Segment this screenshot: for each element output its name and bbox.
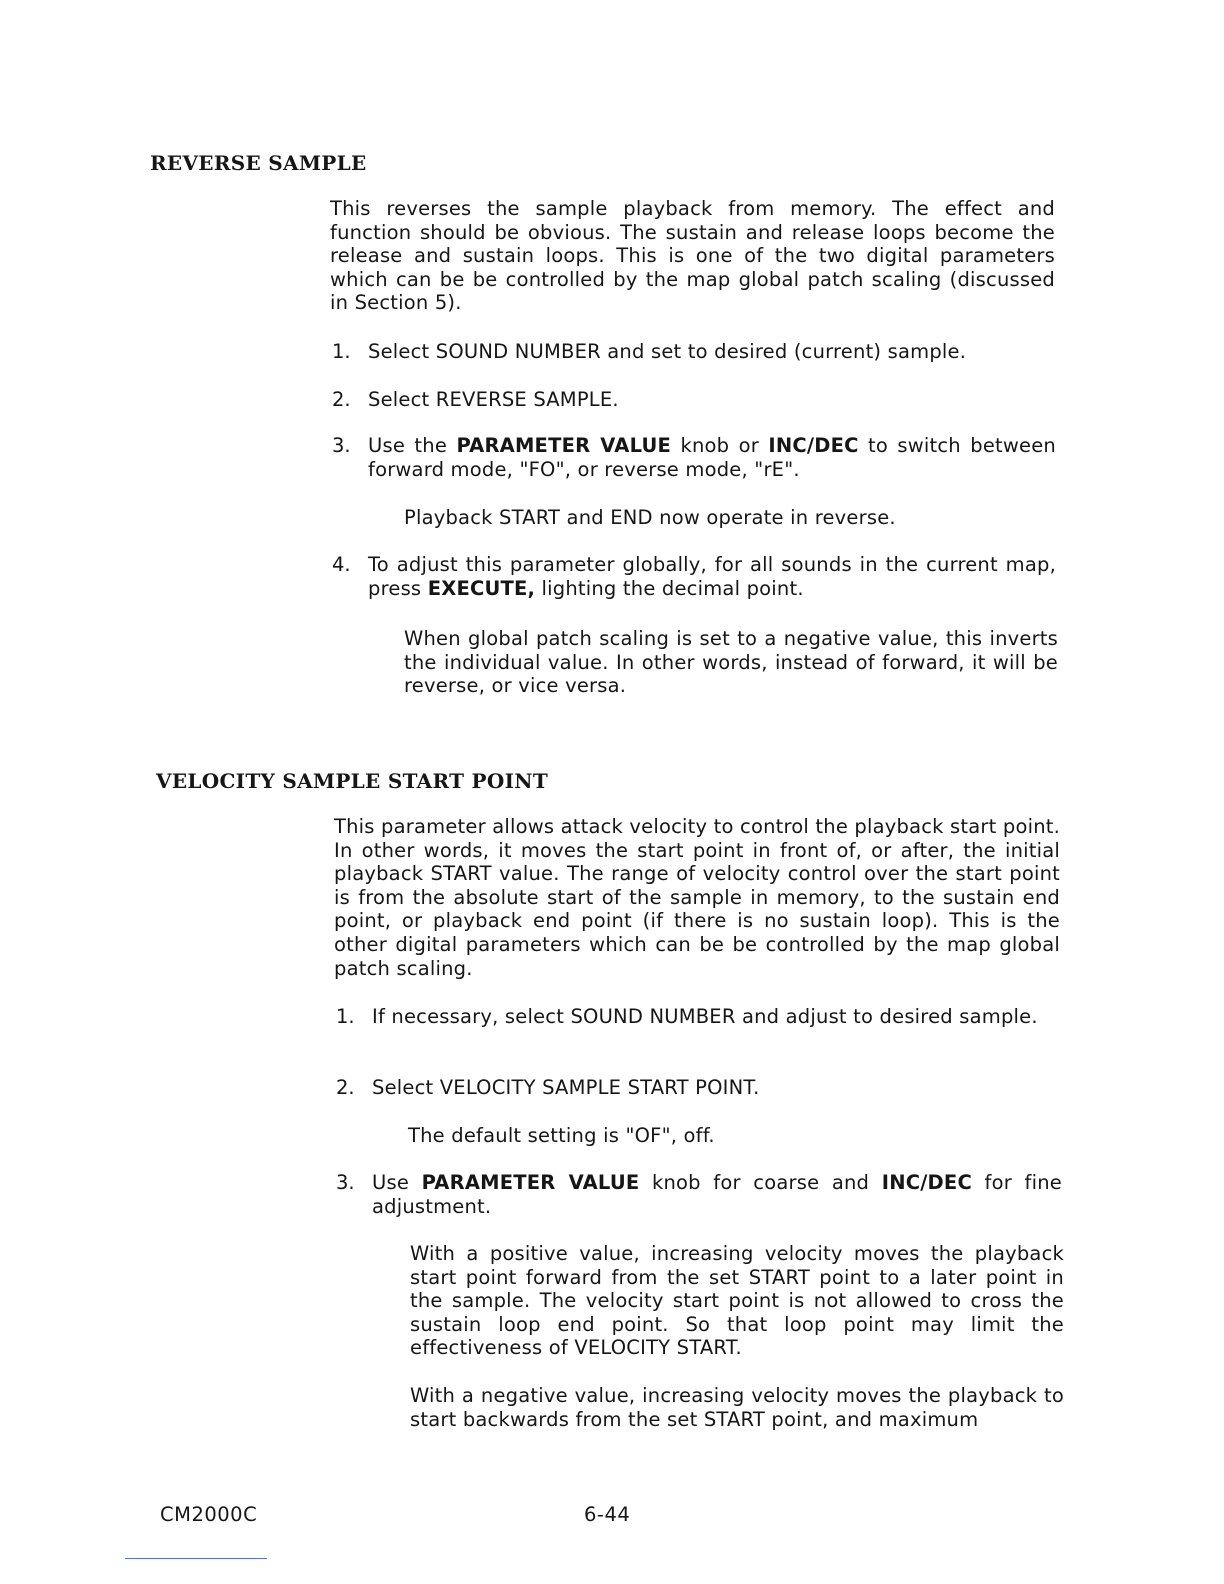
execute-label: EXECUTE, — [427, 576, 536, 600]
step-text: Select VELOCITY SAMPLE START POINT. — [372, 1076, 760, 1099]
note-text: With a negative value, increasing velocity moves the playback to start backwards from the set START point, and maximum — [410, 1384, 1064, 1431]
step-text: Use the PARAMETER VALUE knob or INC/DEC to switch between forward mode, "FO", or reverse mode, "rE". — [368, 434, 1056, 481]
step-text: If necessary, select SOUND NUMBER and adjust to desired sample. — [372, 1005, 1038, 1028]
note-text: The default setting is "OF", off. — [408, 1124, 715, 1147]
footer-rule — [125, 1558, 267, 1559]
note-text: With a positive value, increasing velocity moves the playback start point forward from the set START point to a later point in the sample. The velocity start point is not allowed to cross the sustain loop end point. So that loop point may limit the effectiveness of VELOCITY START. — [410, 1242, 1064, 1360]
note-text: Playback START and END now operate in reverse. — [404, 506, 896, 529]
note-text: When global patch scaling is set to a negative value, this inverts the individual value. In other words, instead of forward, it will be reverse, or vice versa. — [404, 627, 1058, 698]
step-number: 3. — [332, 434, 351, 457]
section-heading-velocity-sample-start-point: VELOCITY SAMPLE START POINT — [156, 769, 548, 793]
document-id: CM2000C — [160, 1503, 258, 1526]
step-text: Use PARAMETER VALUE knob for coarse and INC/DEC for fine adjustment. — [372, 1171, 1062, 1218]
step-number: 2. — [336, 1076, 355, 1099]
inc-dec-label: INC/DEC — [881, 1171, 972, 1194]
page-number: 6-44 — [584, 1503, 631, 1526]
inc-dec-label: INC/DEC — [768, 434, 859, 457]
step-number: 1. — [336, 1005, 355, 1028]
step-number: 4. — [332, 553, 351, 576]
velocity-start-intro: This parameter allows attack velocity to control the playback start point. In other words, it moves the start point in front of, or after, the initial playback START value. The range of velocity control over the start point is from the absolute start of the sample in memory, to the sustain end point, or playback end point (if there is no sustain loop). This is the other digital parameters which can be be controlled by the map global patch scaling. — [334, 815, 1060, 980]
step-text: To adjust this parameter globally, for all sounds in the current map, press EXECUTE, lighting the decimal point. — [368, 553, 1056, 600]
section-heading-reverse-sample: REVERSE SAMPLE — [150, 151, 367, 175]
parameter-value-label: PARAMETER VALUE — [456, 434, 672, 457]
step-number: 2. — [332, 388, 351, 411]
step-text: Select REVERSE SAMPLE. — [368, 388, 619, 411]
reverse-sample-intro: This reverses the sample playback from memory. The effect and function should be obvious. The sustain and release loops become the release and sustain loops. This is one of the two digital parameters which can be be controlled by the map global patch scaling (discussed in Section 5). — [330, 197, 1055, 315]
step-text: Select SOUND NUMBER and set to desired (current) sample. — [368, 340, 967, 363]
parameter-value-label: PARAMETER VALUE — [421, 1171, 640, 1194]
step-number: 1. — [332, 340, 351, 363]
step-number: 3. — [336, 1171, 355, 1194]
